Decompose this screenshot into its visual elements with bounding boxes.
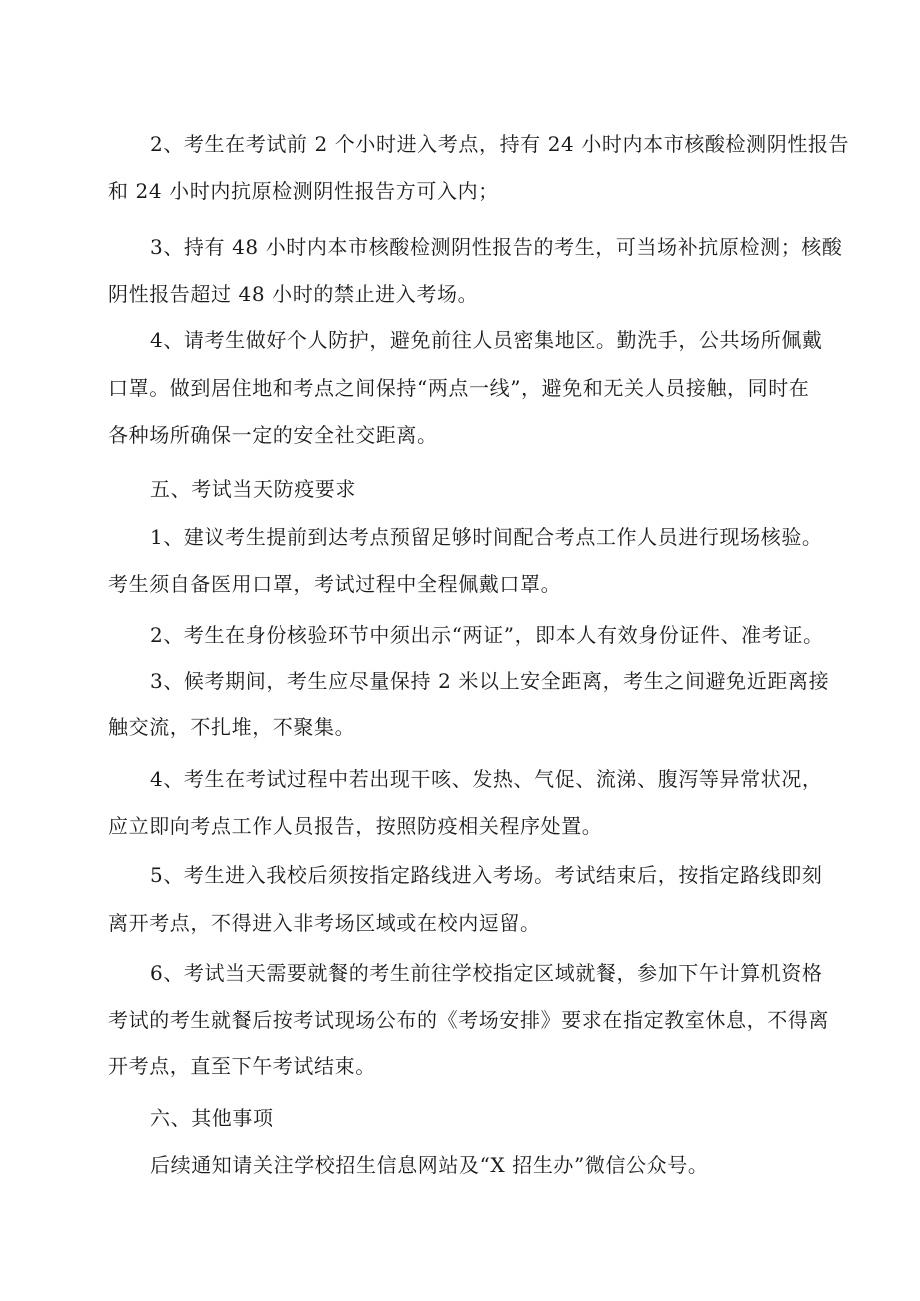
paragraph-line: 口罩。做到居住地和考点之间保持“两点一线”，避免和无关人员接触，同时在 xyxy=(108,376,810,400)
paragraph-line: 2、考生在考试前 2 个小时进入考点，持有 24 小时内本市核酸检测阴性报告 xyxy=(150,132,850,156)
paragraph-line: 1、建议考生提前到达考点预留足够时间配合考点工作人员进行现场核验。 xyxy=(150,525,823,549)
paragraph-line: 开考点，直至下午考试结束。 xyxy=(108,1054,376,1078)
paragraph-line: 3、候考期间，考生应尽量保持 2 米以上安全距离，考生之间避免近距离接 xyxy=(150,669,830,693)
paragraph-line: 5、考生进入我校后须按指定路线进入考场。考试结束后，按指定路线即刻 xyxy=(150,863,823,887)
paragraph-line: 6、考试当天需要就餐的考生前往学校指定区域就餐，参加下午计算机资格 xyxy=(150,961,823,985)
paragraph-line: 考试的考生就餐后按考试现场公布的《考场安排》要求在指定教室休息，不得离 xyxy=(108,1008,829,1032)
paragraph-line: 后续通知请关注学校招生信息网站及“X 招生办”微信公众号。 xyxy=(150,1153,709,1177)
paragraph-line: 考生须自备医用口罩，考试过程中全程佩戴口罩。 xyxy=(108,572,562,596)
paragraph-line: 应立即向考点工作人员报告，按照防疫相关程序处置。 xyxy=(108,814,603,838)
paragraph-line: 4、考生在考试过程中若出现干咳、发热、气促、流涕、腹泻等异常状况， xyxy=(150,767,823,791)
paragraph-line: 和 24 小时内抗原检测阴性报告方可入内； xyxy=(108,179,499,203)
paragraph-line: 3、持有 48 小时内本市核酸检测阴性报告的考生，可当场补抗原检测；核酸 xyxy=(150,235,843,259)
paragraph-line: 触交流，不扎堆，不聚集。 xyxy=(108,715,356,739)
section-heading: 五、考试当天防疫要求 xyxy=(150,477,356,501)
paragraph-line: 阴性报告超过 48 小时的禁止进入考场。 xyxy=(108,282,479,306)
paragraph-line: 2、考生在身份核验环节中须出示“两证”，即本人有效身份证件、准考证。 xyxy=(150,623,824,647)
section-heading: 六、其他事项 xyxy=(150,1106,274,1130)
paragraph-line: 4、请考生做好个人防护，避免前往人员密集地区。勤洗手，公共场所佩戴 xyxy=(150,328,823,352)
paragraph-line: 各种场所确保一定的安全社交距离。 xyxy=(108,423,438,447)
paragraph-line: 离开考点，不得进入非考场区域或在校内逗留。 xyxy=(108,911,541,935)
